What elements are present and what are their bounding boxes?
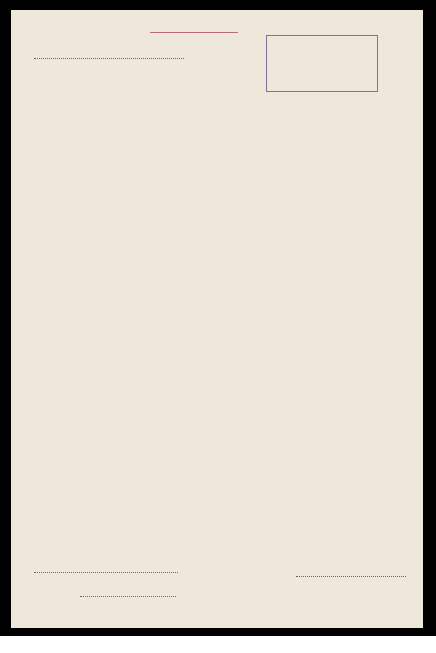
commander-underline [296,576,406,577]
credit-bar [0,636,436,653]
footer-unit-underline [34,572,178,573]
date-underline [80,596,176,597]
